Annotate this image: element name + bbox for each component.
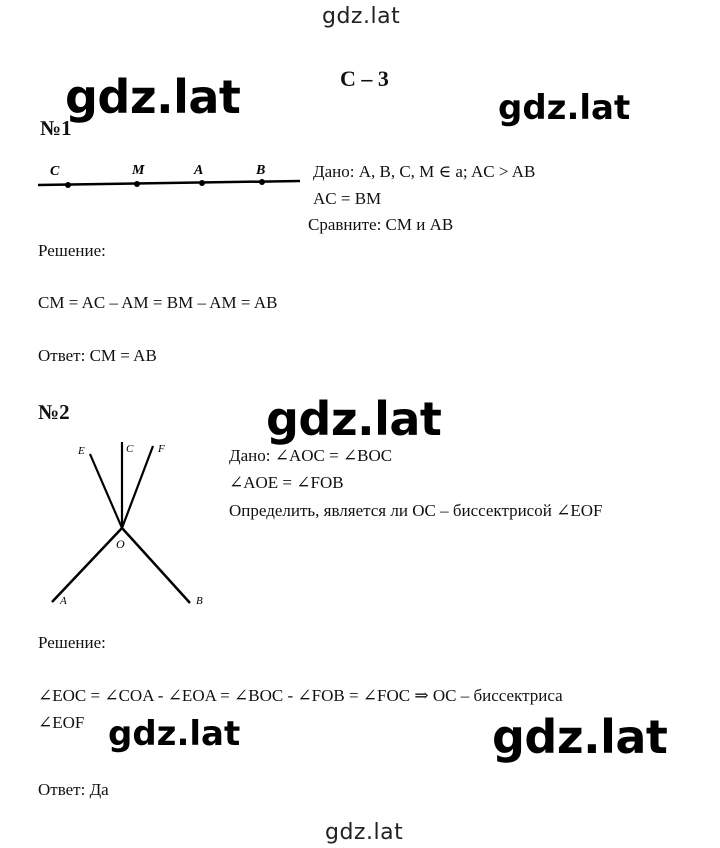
point-m xyxy=(134,181,140,187)
label-o: O xyxy=(116,537,125,551)
ray-ob xyxy=(122,528,190,603)
point-a xyxy=(199,180,205,186)
ray-of xyxy=(122,446,153,528)
page-heading: С – 3 xyxy=(340,66,389,91)
problem1-given-2: AC = BM xyxy=(313,189,382,208)
label-a: A xyxy=(194,163,204,178)
problem1-compare: Сравните: CM и AB xyxy=(308,215,454,234)
label-c: C xyxy=(50,164,60,179)
problem1-given-1: Дано: A, B, C, M ∈ a; AC > AB xyxy=(313,162,536,181)
watermark-bottom: gdz.lat xyxy=(325,820,404,845)
watermark-top: gdz.lat xyxy=(322,4,401,29)
problem2-given-2: ∠AOE = ∠FOB xyxy=(229,473,344,492)
point-c xyxy=(65,182,71,188)
label-e: E xyxy=(78,445,85,457)
problem1-answer: Ответ: CM = AB xyxy=(38,346,157,365)
label-m: M xyxy=(132,163,145,178)
point-b xyxy=(259,179,265,185)
watermark-big-right: gdz.lat xyxy=(492,710,668,764)
label-b: B xyxy=(196,595,203,607)
problem1-number: №1 xyxy=(40,116,72,140)
problem2-given-1: Дано: ∠AOC = ∠BOC xyxy=(229,446,393,465)
watermark-small: gdz.lat xyxy=(108,714,241,754)
label-f: F xyxy=(158,443,165,455)
problem1-solution-label: Решение: xyxy=(38,241,106,260)
label-b: B xyxy=(256,163,266,178)
ray-oe xyxy=(90,454,122,528)
watermark-big-left: gdz.lat xyxy=(65,70,241,124)
watermark-center: gdz.lat xyxy=(266,392,442,446)
label-a: A xyxy=(60,595,67,607)
problem2-given-3: Определить, является ли OC – биссектрисой ∠EOF xyxy=(229,501,603,520)
watermark-right: gdz.lat xyxy=(498,88,631,128)
problem1-segment-figure xyxy=(36,158,306,198)
problem1-solution: CM = AC – AM = BM – AM = AB xyxy=(38,293,278,312)
problem2-number: №2 xyxy=(38,400,70,424)
problem2-solution-line2: ∠EOF xyxy=(38,713,85,732)
problem2-solution-line1: ∠EOC = ∠COA - ∠EOA = ∠BOC - ∠FOB = ∠FOC ⇒ OC – биссектриса xyxy=(38,686,563,705)
problem2-answer: Ответ: Да xyxy=(38,780,109,799)
ray-oa xyxy=(52,528,122,602)
problem2-angles-figure xyxy=(40,436,220,612)
problem2-solution-label: Решение: xyxy=(38,633,106,652)
label-c: C xyxy=(126,443,134,455)
